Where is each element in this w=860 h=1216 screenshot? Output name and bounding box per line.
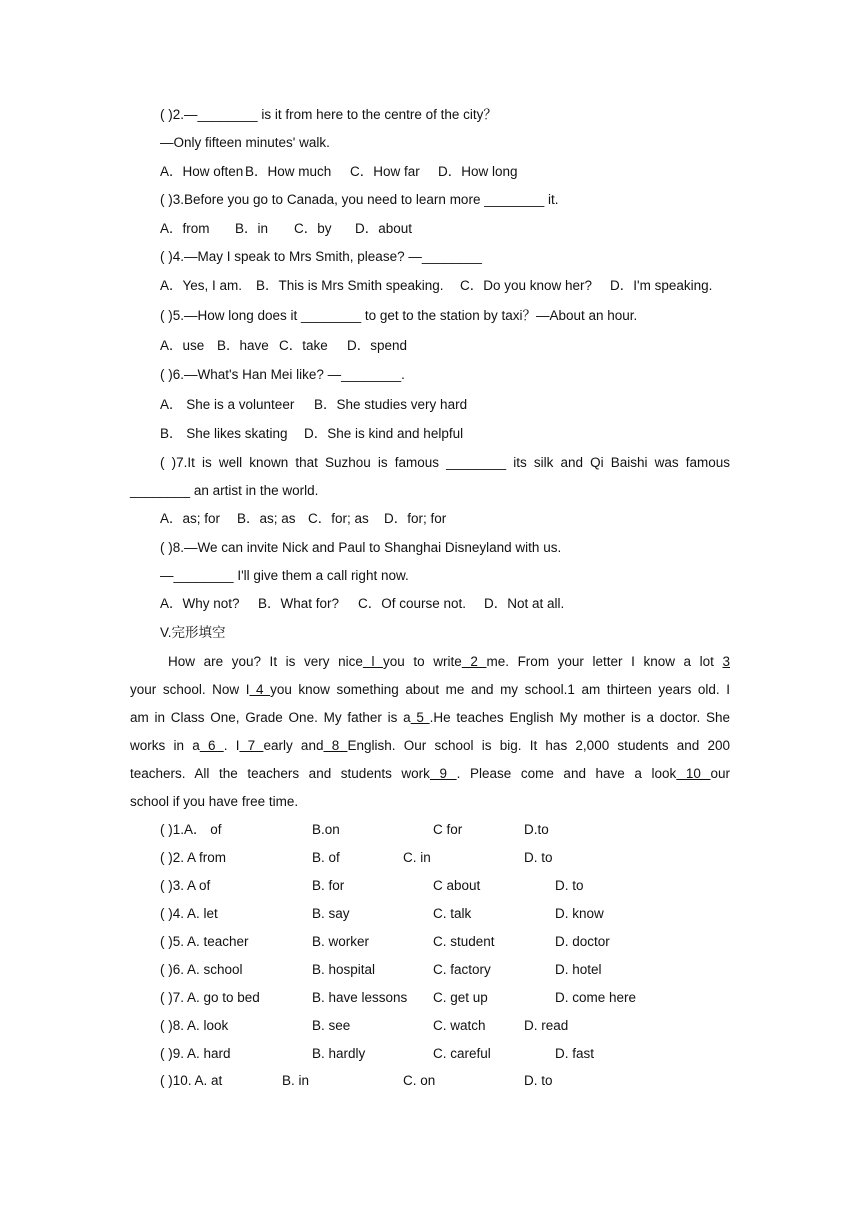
cloze-row-4 [160, 905, 604, 923]
blank-4: 4 [249, 682, 271, 697]
question-8-stem: ( )8.—We can invite Nick and Paul to Shanghai Disneyland with us. [160, 540, 562, 555]
option-b: B．How much [245, 164, 332, 179]
cloze-b: B. say [312, 906, 350, 921]
option-a: A．Why not? [160, 596, 240, 611]
text: .He teaches English My mother is a doctor. She [429, 710, 731, 725]
question-3-stem: ( )3.Before you go to Canada, you need to learn more ________ it. [160, 192, 559, 207]
option-d: D．Not at all. [484, 596, 565, 611]
cloze-d: D. come here [555, 990, 637, 1005]
blank-7: 7 [239, 738, 264, 753]
cloze-d: D.to [524, 822, 549, 837]
text: How are you? It is very nice [168, 654, 363, 669]
passage-line-6: school if you have free time. [130, 794, 299, 809]
cloze-row-3 [160, 877, 584, 895]
cloze-d: D. to [524, 1073, 553, 1088]
cloze-c: C. careful [433, 1046, 491, 1061]
option-c: C．Do you know her? [460, 278, 593, 293]
cloze-row-8 [160, 1017, 568, 1035]
question-4-stem: ( )4.—May I speak to Mrs Smith, please? —________ [160, 249, 482, 264]
option-a: A．from [160, 221, 210, 236]
option-d: D．I'm speaking. [610, 278, 713, 293]
cloze-d: D. know [555, 906, 604, 921]
cloze-row-1 [160, 821, 549, 839]
text: our [710, 766, 730, 781]
cloze-b: B. worker [312, 934, 370, 949]
cloze-num: ( )3. A of [160, 878, 211, 893]
text: teachers. All the teachers and students work [130, 766, 430, 781]
text: you to write [383, 654, 462, 669]
option-b: B．What for? [258, 596, 340, 611]
question-5-options [160, 337, 407, 355]
cloze-c: C. student [433, 934, 495, 949]
cloze-d: D. to [524, 850, 553, 865]
cloze-row-5 [160, 933, 610, 951]
text: English. Our school is big. It has 2,000 students and 200 [347, 738, 730, 753]
cloze-d: D. fast [555, 1046, 595, 1061]
question-2-options [160, 163, 518, 181]
text: . I [223, 738, 240, 753]
cloze-b: B.on [312, 822, 340, 837]
cloze-b: B. have lessons [312, 990, 408, 1005]
cloze-b: B. for [312, 878, 345, 893]
option-d: D．spend [347, 338, 408, 353]
cloze-c: C. factory [433, 962, 491, 977]
option-c: C．take [279, 338, 328, 353]
cloze-row-10 [160, 1072, 553, 1090]
blank-1: l [362, 654, 384, 669]
cloze-c: C for [433, 822, 463, 837]
cloze-row-2 [160, 849, 553, 867]
blank-10: 10 [676, 766, 711, 781]
cloze-b: B. hardly [312, 1046, 366, 1061]
question-2-reply: —Only fifteen minutes' walk. [160, 135, 330, 150]
question-6-options-row1 [160, 396, 467, 414]
option-d: D．She is kind and helpful [304, 426, 464, 441]
cloze-b: B. see [312, 1018, 351, 1033]
cloze-c: C. talk [433, 906, 472, 921]
option-b: B．This is Mrs Smith speaking. [256, 278, 444, 293]
option-d: D．How long [438, 164, 518, 179]
question-6-options-row2 [160, 425, 463, 443]
option-a: A．Yes, I am. [160, 278, 243, 293]
cloze-c: C. on [403, 1073, 436, 1088]
blank-2: 2 [461, 654, 487, 669]
option-b: B．have [217, 338, 269, 353]
option-d: D．about [355, 221, 413, 236]
option-c: B． She likes skating [160, 426, 288, 441]
cloze-num: ( )1.A． of [160, 822, 222, 837]
option-c: C．for; as [308, 511, 369, 526]
option-a: A．use [160, 338, 205, 353]
cloze-d: D. read [524, 1018, 569, 1033]
cloze-row-6 [160, 961, 602, 979]
text: me. From your letter I know a lot [486, 654, 723, 669]
question-4-options [160, 277, 712, 295]
question-5-stem: ( )5.—How long does it ________ to get to the station by taxi？—About an hour. [160, 308, 638, 323]
cloze-num: ( )4. A. let [160, 906, 218, 921]
cloze-c: C about [433, 878, 481, 893]
option-b: B．in [235, 221, 269, 236]
question-7-stem-line2: ________ an artist in the world. [130, 483, 319, 498]
cloze-d: D. to [555, 878, 584, 893]
blank-8: 8 [323, 738, 348, 753]
cloze-d: D. hotel [555, 962, 602, 977]
passage-line-5 [130, 765, 730, 783]
cloze-num: ( )6. A. school [160, 962, 243, 977]
option-c: C．by [294, 221, 332, 236]
cloze-c: C. in [403, 850, 431, 865]
cloze-num: ( )9. A. hard [160, 1046, 231, 1061]
cloze-num: ( )7. A. go to bed [160, 990, 260, 1005]
text: early and [263, 738, 324, 753]
cloze-row-9 [160, 1045, 594, 1063]
text: your school. Now I [130, 682, 250, 697]
cloze-c: C. get up [433, 990, 488, 1005]
cloze-row-7 [160, 989, 636, 1007]
question-3-options [160, 220, 412, 238]
cloze-num: ( )8. A. look [160, 1018, 229, 1033]
passage-line-1 [130, 653, 730, 671]
question-8-options [160, 595, 564, 613]
passage-line-2 [130, 681, 730, 699]
blank-6: 6 [199, 738, 224, 753]
text: am in Class One, Grade One. My father is a [130, 710, 411, 725]
blank-5: 5 [410, 710, 430, 725]
cloze-num: ( )2. A from [160, 850, 227, 865]
option-d: D．for; for [384, 511, 447, 526]
blank-9: 9 [429, 766, 457, 781]
text: works in a [130, 738, 200, 753]
cloze-b: B. in [282, 1073, 310, 1088]
question-7-stem-line1: ( )7.It is well known that Suzhou is famous ________ its silk and Qi Baishi was famous [160, 455, 730, 470]
cloze-d: D. doctor [555, 934, 610, 949]
option-a: A．How often [160, 164, 244, 179]
option-c: C．Of course not. [358, 596, 467, 611]
text: . Please come and have a look [456, 766, 677, 781]
cloze-num: ( )5. A. teacher [160, 934, 249, 949]
option-a: A．as; for [160, 511, 221, 526]
question-2-stem: ( )2.—________ is it from here to the centre of the city？ [160, 107, 497, 122]
option-b: B．She studies very hard [314, 397, 468, 412]
option-a: A． She is a volunteer [160, 397, 295, 412]
cloze-num: ( )10. A. at [160, 1073, 223, 1088]
cloze-b: B. of [312, 850, 340, 865]
blank-3: 3 [722, 654, 731, 669]
cloze-b: B. hospital [312, 962, 376, 977]
section-title: V.完形填空 [160, 625, 226, 640]
cloze-c: C. watch [433, 1018, 486, 1033]
option-b: B．as; as [237, 511, 296, 526]
question-6-stem: ( )6.—What's Han Mei like? —________. [160, 367, 405, 382]
question-7-options [160, 510, 446, 528]
text: you know something about me and my school.1 am thirteen years old. I [270, 682, 730, 697]
passage-line-4 [130, 737, 730, 755]
passage-line-3 [130, 709, 730, 727]
option-c: C．How far [350, 164, 420, 179]
question-8-reply: —________ I'll give them a call right now. [160, 568, 409, 583]
